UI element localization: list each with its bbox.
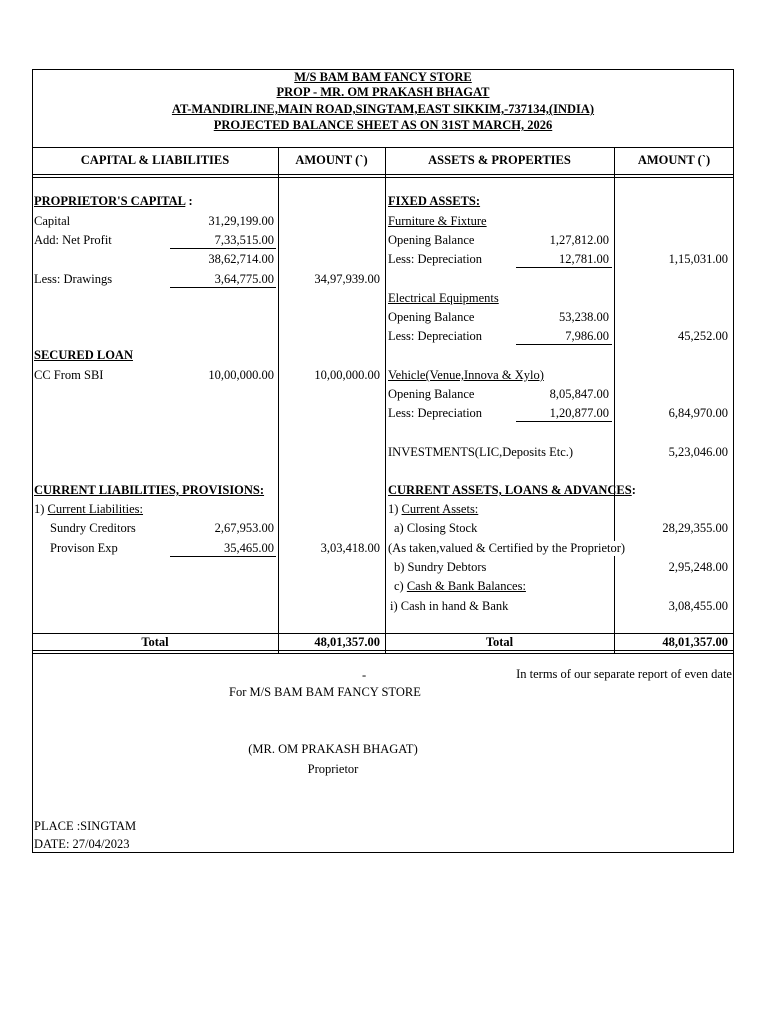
rule-colhead-bottom-2: [32, 177, 734, 178]
capital-heading: [34, 194, 193, 209]
vehicle-dep-label: Less: Depreciation: [388, 406, 483, 420]
drawings-value: 3,64,775.00: [214, 272, 274, 286]
furniture-opening-label: Opening Balance: [388, 233, 475, 247]
footer-dash: -: [362, 668, 367, 682]
drawings-rule: [170, 287, 276, 288]
provision-value: 35,465.00: [224, 541, 274, 555]
rule-total-bottom-2: [32, 653, 734, 654]
electrical-total: 45,252.00: [678, 329, 728, 343]
electrical-dep-value: 7,986.00: [565, 329, 609, 343]
rule-total-bottom-1: [32, 650, 734, 651]
closing-stock-note: (As taken,valued & Certified by the Proprietor): [388, 541, 626, 555]
debtors-total: 2,95,248.00: [668, 560, 728, 574]
balance-sheet-frame: [32, 69, 734, 853]
rule-header-bottom: [32, 147, 734, 148]
vehicle-rule: [516, 421, 612, 422]
fixed-assets-heading: FIXED ASSETS:: [388, 194, 481, 208]
electrical-opening-label: Opening Balance: [388, 310, 475, 324]
capital-heading-text: PROPRIETOR'S CAPITAL: [34, 194, 186, 208]
capital-value: 31,29,199.00: [208, 214, 274, 228]
for-firm: For M/S BAM BAM FANCY STORE: [229, 685, 421, 699]
furniture-heading: Furniture & Fixture: [388, 214, 487, 228]
furniture-rule: [516, 267, 612, 268]
col-divider-2: [385, 147, 386, 653]
firm-name: M/S BAM BAM FANCY STORE: [294, 70, 472, 84]
current-assets-heading: [388, 483, 636, 498]
column-head-assets: ASSETS & PROPERTIES: [428, 153, 571, 167]
column-head-liabilities: CAPITAL & LIABILITIES: [80, 153, 230, 167]
capital-label: Capital: [34, 214, 71, 228]
total-amount-left: 48,01,357.00: [314, 635, 380, 649]
capital-heading-colon: :: [185, 194, 193, 208]
vehicle-opening-label: Opening Balance: [388, 387, 475, 401]
proprietor-line: PROP - MR. OM PRAKASH BHAGAT: [276, 85, 490, 99]
total-label-right: Total: [485, 635, 514, 649]
current-liabilities-total: 3,03,418.00: [320, 541, 380, 555]
current-liabilities-num: 1): [34, 502, 48, 516]
loan-value: 10,00,000.00: [208, 368, 274, 382]
furniture-opening-value: 1,27,812.00: [549, 233, 609, 247]
closing-stock-total: 28,29,355.00: [662, 521, 728, 535]
investments-label: INVESTMENTS(LIC,Deposits Etc.): [388, 445, 574, 459]
rule-total-top: [32, 633, 734, 634]
creditors-label: Sundry Creditors: [50, 521, 136, 535]
current-assets-num: 1): [388, 502, 402, 516]
provision-label: Provison Exp: [50, 541, 118, 555]
capital-total: 34,97,939.00: [314, 272, 380, 286]
column-head-amount-2: AMOUNT (`): [637, 153, 711, 167]
rule-colhead-bottom-1: [32, 174, 734, 175]
cash-bank-heading-text: Cash & Bank Balances:: [406, 579, 526, 593]
vehicle-opening-value: 8,05,847.00: [549, 387, 609, 401]
electrical-dep-label: Less: Depreciation: [388, 329, 483, 343]
drawings-label: Less: Drawings: [34, 272, 113, 286]
debtors-label: b) Sundry Debtors: [394, 560, 487, 574]
signatory-designation: Proprietor: [307, 762, 359, 776]
furniture-dep-label: Less: Depreciation: [388, 252, 483, 266]
signatory-name: (MR. OM PRAKASH BHAGAT): [248, 742, 418, 756]
current-liabilities-heading: CURRENT LIABILITIES, PROVISIONS:: [34, 483, 265, 497]
furniture-total: 1,15,031.00: [668, 252, 728, 266]
electrical-heading: Electrical Equipments: [388, 291, 499, 305]
current-liabilities-sub: [34, 502, 143, 517]
cash-total: 3,08,455.00: [668, 599, 728, 613]
column-head-amount-1: AMOUNT (`): [295, 153, 368, 167]
date: DATE: 27/04/2023: [34, 837, 130, 851]
document-title: PROJECTED BALANCE SHEET AS ON 31ST MARCH, 2026: [213, 118, 553, 132]
vehicle-heading: Vehicle(Venue,Innova & Xylo): [388, 368, 544, 382]
current-assets-heading-text: CURRENT ASSETS, LOANS & ADVANCES: [388, 483, 632, 497]
cash-bank-num: c): [394, 579, 407, 593]
current-liabilities-sub-text: Current Liabilities:: [47, 502, 144, 516]
col-divider-1: [278, 147, 279, 653]
col-divider-3: [614, 147, 615, 653]
cash-label: i) Cash in hand & Bank: [390, 599, 509, 613]
cash-bank-heading: [394, 579, 526, 594]
current-assets-heading-colon: :: [631, 483, 636, 497]
address-line: AT-MANDIRLINE,MAIN ROAD,SINGTAM,EAST SIKKIM,-737134,(INDIA): [171, 102, 595, 116]
total-label-left: Total: [141, 635, 169, 649]
current-assets-sub: [388, 502, 478, 517]
total-amount-right: 48,01,357.00: [662, 635, 728, 649]
net-profit-label: Add: Net Profit: [34, 233, 112, 247]
secured-loan-heading: SECURED LOAN: [34, 348, 133, 362]
provision-rule: [170, 556, 276, 557]
place: PLACE :SINGTAM: [34, 819, 137, 833]
loan-label: CC From SBI: [34, 368, 104, 382]
capital-subtotal: 38,62,714.00: [208, 252, 274, 266]
closing-stock-label: a) Closing Stock: [394, 521, 478, 535]
vehicle-dep-value: 1,20,877.00: [549, 406, 609, 420]
furniture-dep-value: 12,781.00: [559, 252, 609, 266]
report-note: In terms of our separate report of even date: [516, 667, 732, 681]
current-assets-sub-text: Current Assets:: [401, 502, 479, 516]
vehicle-total: 6,84,970.00: [668, 406, 728, 420]
loan-total: 10,00,000.00: [314, 368, 380, 382]
electrical-opening-value: 53,238.00: [559, 310, 609, 324]
electrical-rule: [516, 344, 612, 345]
investments-total: 5,23,046.00: [668, 445, 728, 459]
net-profit-value: 7,33,515.00: [214, 233, 274, 247]
subtotal-rule: [170, 248, 276, 249]
creditors-value: 2,67,953.00: [214, 521, 274, 535]
